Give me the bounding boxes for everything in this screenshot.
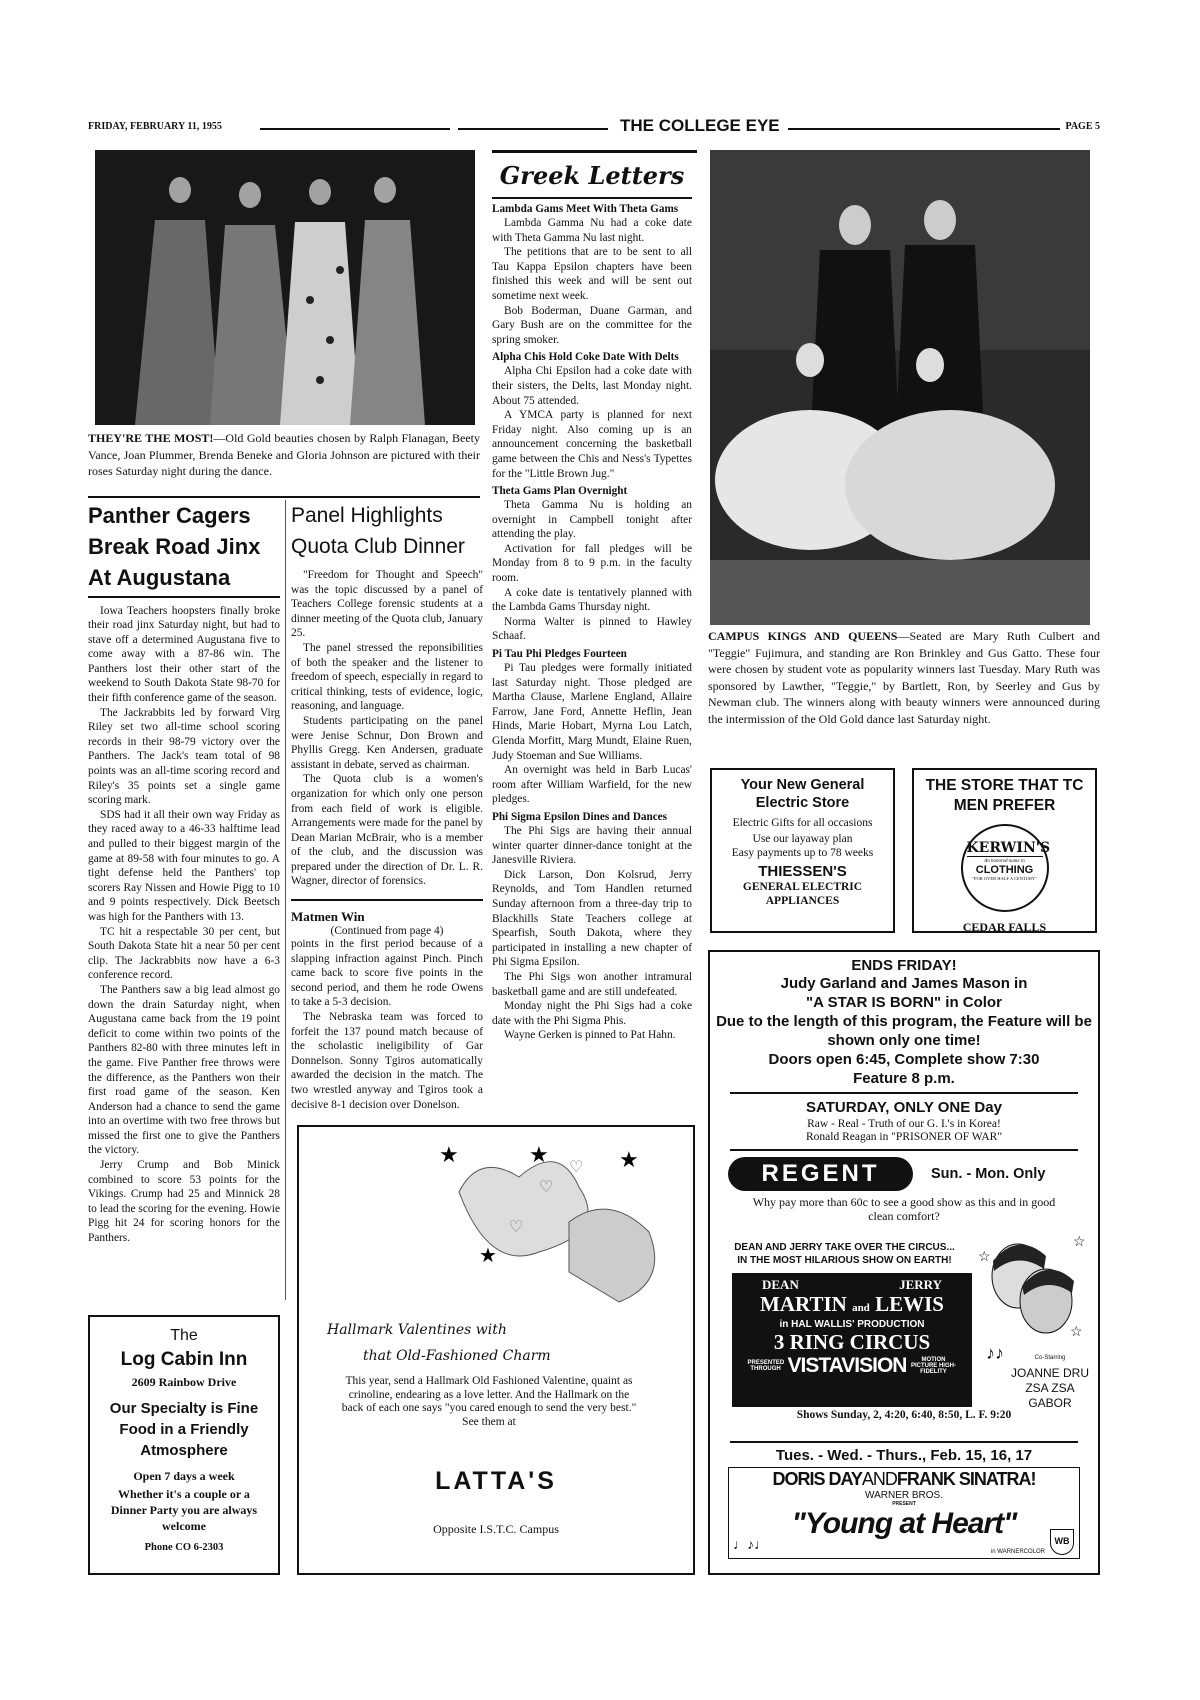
paragraph: Pi Tau pledges were formally initiated last Saturday night. Those pledged are Martha Clause, Marlene England, Allaire Farrow, Jane Ford, Annette Heflin, Jean Hinds, Marie Hobart, Myrna Lou Latch, Glenda Morfitt, Marg Mundt, Elaine Ruen, Judy Stoeman and Sue Williams. xyxy=(492,662,692,762)
paragraph: The Phi Sigs won another intramural basketball game and are still undefeated. xyxy=(492,970,692,998)
divider xyxy=(458,128,608,130)
headline-line: Break Road Jinx xyxy=(88,534,261,559)
producer-credit: in HAL WALLIS' PRODUCTION xyxy=(779,1319,925,1330)
section-head: Lambda Gams Meet With Theta Gams xyxy=(492,203,679,215)
paragraph: The Quota club is a women's organization for which only one person from each field of work is eligible. Arrangements were made for the panel by Dean Marian McBrair, who is a member of the club, and the discussion was prepared under the direction of Dr. L. R. Wagner, director of forensics. xyxy=(291,773,483,888)
star-icon: ★ xyxy=(529,1142,549,1167)
headline-line: Quota Club Dinner xyxy=(291,535,465,558)
ad-body: This year, send a Hallmark Old Fashioned Valentine, quaint as crinoline, endearing as a love letter. And the Hallmark on the back of each one says "you cared enough to send the very best." See them at xyxy=(341,1375,637,1428)
paragraph: The petitions that are to be sent to all Tau Kappa Epsilon chapters have been finished this week and will be sent out sometime next week. xyxy=(492,246,692,302)
heart-icon: ♡ xyxy=(509,1219,524,1236)
continued-note: (Continued from page 4) xyxy=(330,925,444,938)
saturday-line: Ronald Reagan in "PRISONER OF WAR" xyxy=(805,1131,1003,1143)
article-headline xyxy=(291,500,483,562)
paragraph: SDS had it all their own way Friday as they raced away to a 46-33 halftime lead and pulled to their biggest margin of the game at 89-58 with four minutes to go. A tight defense held the Panthers' top scorers Ray Nissen and Howie Pigg to 10 and 9 points respectively. Dick Beetsch was high for the Panthers with 13. xyxy=(88,808,280,923)
tagline-line: IN THE MOST HILARIOUS SHOW ON EARTH! xyxy=(737,1255,952,1266)
divider xyxy=(730,1092,1078,1094)
basketball-article xyxy=(88,500,280,1246)
three-ring-circus-ad xyxy=(710,1231,1098,1431)
kerwins-ad xyxy=(912,768,1097,933)
actor-first: JERRY xyxy=(899,1277,942,1292)
costar-name: ZSA ZSA GABOR xyxy=(1025,1381,1075,1410)
saturday-line: Raw - Real - Truth of our G. I.'s in Korea! xyxy=(807,1118,1001,1130)
paragraph: The Panthers saw a big lead almost go down the drain Saturday night, when Augustana came back from the 19 point deficit to come within two points of the Panthers 82-80 with three minutes left in the game. Five Panther free throws were the difference, as the Panthers won their first road game of the season. Ken Anderson had a chance to send the game into an overtime with two free throws but missed the first one to give the Panthers the victory. xyxy=(88,983,280,1157)
movie-stars: Judy Garland and James Mason in xyxy=(780,975,1028,992)
logo-sub: CLOTHING xyxy=(975,864,1034,876)
costar-name: JOANNE DRU xyxy=(1010,1366,1089,1380)
young-at-heart-ad xyxy=(728,1467,1080,1559)
caption-lead: CAMPUS KINGS AND QUEENS xyxy=(708,629,898,643)
logo-motto: "FOR OVER HALF A CENTURY" xyxy=(972,876,1037,881)
regent-logo: REGENT xyxy=(728,1157,913,1191)
regent-theater-ad xyxy=(708,950,1100,1575)
divider xyxy=(88,596,280,598)
paragraph: TC hit a respectable 30 per cent, but South Dakota State hit a near 50 per cent clip. The Jackrabbits now have a 6-3 conference record. xyxy=(88,925,280,982)
old-gold-beauties-photo xyxy=(95,150,475,425)
column-rule xyxy=(285,500,286,1300)
divider xyxy=(730,1149,1078,1151)
ad-footer: GENERAL ELECTRIC APPLIANCES xyxy=(742,881,863,907)
ad-phone: Phone CO 6-2303 xyxy=(144,1542,224,1553)
circus-tagline xyxy=(722,1241,967,1267)
paragraph: An overnight was held in Barb Lucas' room after William Warfield, for the new pledges. xyxy=(492,764,692,806)
photo-image xyxy=(710,150,1090,625)
paragraph: Alpha Chi Epsilon had a coke date with their sisters, the Delts, last Monday night. About 75 attended. xyxy=(492,365,692,407)
headline-line: Panel Highlights xyxy=(291,504,443,527)
paragraph: The panel stressed the reponsibilities of both the speaker and the listener to freedom of speech, especially in regard to critical thinking, tests of evidence, logic, reasoning, and language. xyxy=(291,641,483,713)
star-icon: ★ xyxy=(619,1147,639,1172)
panel-article xyxy=(291,500,483,1112)
section-head: Pi Tau Phi Pledges Fourteen xyxy=(492,648,627,661)
article-headline: Matmen Win xyxy=(291,909,365,925)
ad-hours: Open 7 days a week xyxy=(133,1469,235,1483)
paragraph: Monday night the Phi Sigs had a coke date with the Phi Sigma Phis. xyxy=(492,1000,692,1027)
headline-line: that Old-Fashioned Charm xyxy=(363,1348,551,1364)
present-text: PRESENT xyxy=(892,1501,916,1507)
thiessens-ad xyxy=(710,768,895,933)
paragraph: Theta Gamma Nu is holding an overnight in Campbell tonight after attending the play. xyxy=(492,499,692,541)
logo-tagline: An honored name in xyxy=(984,859,1025,864)
campus-kings-queens-photo xyxy=(710,150,1090,625)
star-name: FRANK SINATRA! xyxy=(896,1469,1036,1489)
divider xyxy=(788,128,1060,130)
caption-lead: THEY'RE THE MOST! xyxy=(88,431,214,445)
feature-time: Feature 8 p.m. xyxy=(853,1070,955,1087)
star-icon: ☆ xyxy=(1070,1325,1083,1340)
divider xyxy=(730,1441,1078,1443)
co-stars xyxy=(1010,1351,1090,1411)
photo-caption xyxy=(88,430,480,480)
caption-text: —Old Gold beauties chosen by Ralph Flanagan, Beety Vance, Joan Plummer, Brenda Beneke and Gloria Johnson are pictured with their roses Saturday night during the dance. xyxy=(88,431,480,478)
issue-date: FRIDAY, FEBRUARY 11, 1955 xyxy=(88,121,222,132)
section-head: Phi Sigma Epsilon Dines and Dances xyxy=(492,810,668,823)
paragraph: A YMCA party is planned for next Friday night. Also coming up is an announcement concerning the basketball game between the Chis and Ness's Typettes for the "Little Brown Jug." xyxy=(492,409,692,480)
sunday-show-times: Shows Sunday, 2, 4:20, 6:40, 8:50, L. F. 9:20 xyxy=(796,1409,1012,1421)
store-name: LATTA'S xyxy=(435,1467,557,1495)
ad-line: Easy payments up to 78 weeks xyxy=(731,847,874,859)
warnercolor-text: in WARNERCOLOR xyxy=(990,1549,1045,1555)
paragraph: Bob Boderman, Duane Garman, and Gary Bush are on the committee for the spring smoker. xyxy=(492,304,692,346)
and-text: AND xyxy=(861,1469,897,1489)
ad-party: Whether it's a couple or a Dinner Party you are always welcome xyxy=(110,1487,258,1533)
paragraph: Lambda Gamma Nu had a coke date with Theta Gamma Nu last night. xyxy=(492,217,692,244)
section-head: Alpha Chis Hold Coke Date With Delts xyxy=(492,351,679,364)
circus-banner xyxy=(732,1273,972,1407)
star-name: DORIS DAY xyxy=(772,1469,862,1489)
music-note-icon: ♩♪♩ xyxy=(733,1538,768,1553)
music-note-icon: ♪♪ xyxy=(986,1343,1004,1363)
paragraph: Iowa Teachers hoopsters finally broke their road jinx Saturday night, but had to stave off a determined Augustana five to come away with a 87-86 win. The Panthers lost their other start of the weekend to South Dakota State 98-70 for their fifth conference game of the season. xyxy=(88,604,280,705)
actor-last: MARTIN xyxy=(760,1292,847,1316)
divider xyxy=(260,128,450,130)
headline-line: At Augustana xyxy=(88,565,231,590)
paragraph: The Nebraska team was forced to forfeit the 137 pound match because of the scholastic ineligibility of Gar Donnelson. Sonny Tgiros automatically awarded the decision in the match. The two wrestled anyway and Tgiros took a decisive 8-1 decision over Donelson. xyxy=(291,1011,483,1111)
ad-the: The xyxy=(170,1327,198,1344)
log-cabin-inn-ad xyxy=(88,1315,280,1575)
divider xyxy=(291,899,483,901)
tue-thu-dates: Tues. - Wed. - Thurs., Feb. 15, 16, 17 xyxy=(775,1447,1033,1464)
and-text: and xyxy=(852,1302,870,1314)
ad-title: Log Cabin Inn xyxy=(120,1349,248,1370)
headline-line: Panther Cagers xyxy=(88,503,251,528)
ad-title: THE STORE THAT TC MEN PREFER xyxy=(925,777,1084,814)
paragraph: The Jackrabbits led by forward Virg Riley set two all-time school scoring records in their 98-79 victory over the Panthers. The Jack's team total of 98 points was an all-time scoring record and Riley's 35 points set a single game scoring mark. xyxy=(88,706,280,807)
paragraph: Jerry Crump and Bob Minick combined to score 53 points for the Vikings. Crump had 25 and Minnick 28 to lead the scoring for the evening. Howie Pigg hit 24 for scoring honors for the Panthers. xyxy=(88,1159,280,1245)
studio-name: WARNER BROS. xyxy=(865,1490,943,1501)
presented-text: PRESENTED THROUGH xyxy=(747,1360,785,1372)
section-head: Theta Gams Plan Overnight xyxy=(492,485,628,498)
martin-lewis-illustration xyxy=(978,1231,1088,1341)
star-icon: ★ xyxy=(439,1142,459,1167)
sun-mon-label: Sun. - Mon. Only xyxy=(931,1166,1046,1182)
paragraph: A coke date is tentatively planned with the Lambda Gams Thursday night. xyxy=(492,586,692,614)
paragraph: Norma Walter is pinned to Hawley Schaaf. xyxy=(492,615,692,643)
movie-note: Due to the length of this program, the Feature will be shown only one time! xyxy=(716,1013,1092,1049)
tagline-line: DEAN AND JERRY TAKE OVER THE CIRCUS... xyxy=(734,1242,955,1253)
paper-title: THE COLLEGE EYE xyxy=(620,116,780,135)
paragraph: Wayne Gerken is pinned to Pat Hahn. xyxy=(504,1029,676,1042)
masthead xyxy=(88,116,1100,138)
ad-specialty: Our Specialty is Fine Food in a Friendly Atmosphere xyxy=(109,1400,259,1459)
movie-title: "A STAR IS BORN" in Color xyxy=(806,994,1002,1011)
show-times: Doors open 6:45, Complete show 7:30 xyxy=(768,1051,1040,1068)
caption-text: —Seated are Mary Ruth Culbert and "Teggie" Fujimura, and standing are Ron Brinkley and Gus Gatto. These four were chosen by student vote as popularity winners last Tuesday. Mary Ruth was sponsored by Lawther, "Teggie," by Bartlett, Ron, by Seerley and Gus by Newman club. The winners along with beauty winners were announced during the intermission of the Old Gold dance last Saturday night. xyxy=(708,629,1100,726)
divider xyxy=(88,496,480,498)
actor-last: LEWIS xyxy=(875,1292,944,1316)
costar-label: Co-Starring xyxy=(1034,1355,1066,1361)
greek-letters-column xyxy=(492,155,692,1043)
saturday-heading: SATURDAY, ONLY ONE Day xyxy=(806,1099,1002,1116)
paragraph: Activation for fall pledges will be Monday from 8 to 9 p.m. in the faculty room. xyxy=(492,542,692,585)
paragraph: The Phi Sigs are having their annual winter quarter dinner-dance tonight at the Janesville Riviera. xyxy=(492,824,692,867)
film-title: 3 RING CIRCUS xyxy=(773,1330,931,1354)
page-number: PAGE 5 xyxy=(1065,121,1100,132)
star-icon: ☆ xyxy=(1073,1235,1086,1250)
photo-caption xyxy=(708,628,1100,727)
ad-city: CEDAR FALLS xyxy=(962,920,1047,934)
vistavision-logo: VISTAVISION xyxy=(787,1354,907,1377)
star-icon: ★ xyxy=(479,1245,497,1267)
stars-line xyxy=(729,1468,1079,1490)
paragraph: Students participating on the panel were Jenise Schnur, Don Brown and Phyllis Gregg. Ken Andersen, graduate assistant in debate, served as chairman. xyxy=(291,714,483,771)
ad-line: Electric Gifts for all occasions xyxy=(732,817,873,829)
divider xyxy=(492,150,697,153)
heart-icon: ♡ xyxy=(569,1159,584,1176)
cupids-valentine-illustration xyxy=(419,1132,689,1307)
film-title: "Young at Heart" xyxy=(791,1507,1017,1540)
ad-line: Use our layaway plan xyxy=(752,833,853,845)
headline-line: Hallmark Valentines with xyxy=(327,1322,507,1338)
kerwins-logo xyxy=(961,824,1049,912)
logo-text: KERWIN'S xyxy=(966,840,1051,856)
actor-first: DEAN xyxy=(762,1277,799,1292)
lattas-hallmark-ad xyxy=(297,1125,695,1575)
ends-friday: ENDS FRIDAY! xyxy=(851,957,957,974)
price-note: Why pay more than 60c to see a good show as this and in good clean comfort? xyxy=(752,1195,1056,1223)
star-icon: ☆ xyxy=(978,1250,991,1265)
heart-icon: ♡ xyxy=(539,1179,554,1196)
paragraph: "Freedom for Thought and Speech" was the topic discussed by a panel of Teachers College forensic students at a dinner meeting of the Quota club, January 25. xyxy=(291,569,484,640)
wb-shield-logo: WB xyxy=(1050,1529,1074,1555)
photo-image xyxy=(95,150,475,425)
article-headline xyxy=(88,500,280,593)
motion-text: MOTION PICTURE HIGH-FIDELITY xyxy=(910,1357,956,1375)
paragraph: Dick Larson, Don Kolsrud, Jerry Reynolds, and Tom Handlen returned Sunday afternoon from a three-day trip to Blackhills State Teachers college at Spearfish, South Dakota, where they participated in installing a new chapter of Phi Sigma Epsilon. xyxy=(492,868,692,969)
store-location: Opposite I.S.T.C. Campus xyxy=(433,1522,559,1536)
column-title: Greek Letters xyxy=(492,155,692,199)
paragraph: points in the first period because of a slapping infraction against Pinch. Pinch came back to score five points in the second period, and them he rode Owens to take a 5-3 decision. xyxy=(291,938,483,1009)
ad-title: Your New General Electric Store xyxy=(740,777,865,811)
ad-headline xyxy=(327,1317,551,1369)
store-name: THIESSEN'S xyxy=(758,863,847,880)
ad-address: 2609 Rainbow Drive xyxy=(131,1375,237,1389)
